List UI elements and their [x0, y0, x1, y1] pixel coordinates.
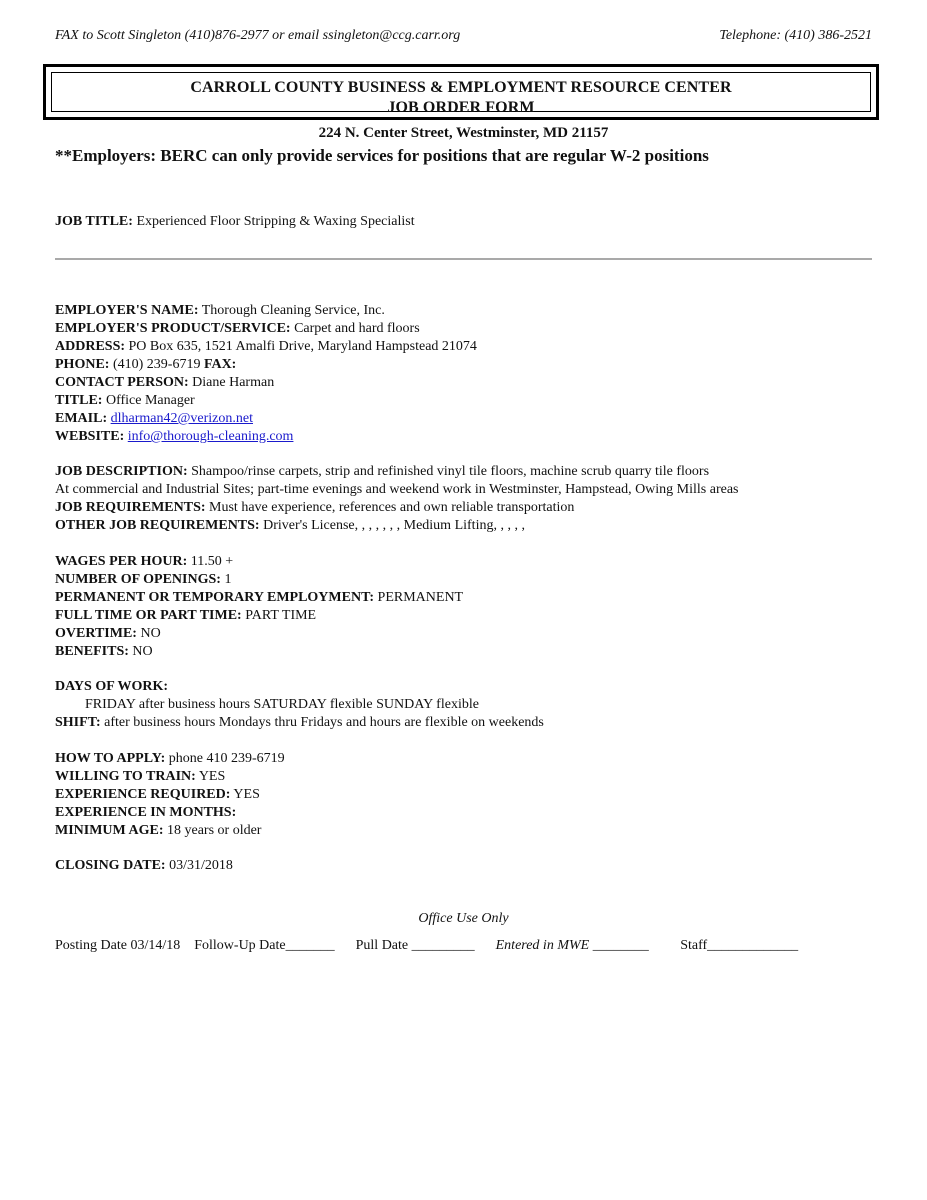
- center-address: 224 N. Center Street, Westminster, MD 21157: [318, 125, 609, 141]
- minimum-age-value: 18 years or older: [167, 823, 262, 838]
- wages-row: [55, 553, 463, 571]
- employer-name-row: [55, 302, 477, 320]
- email-row: [55, 410, 477, 428]
- closing-date-value: 03/31/2018: [169, 858, 233, 873]
- divider-line: [55, 258, 872, 260]
- other-requirements-value: Driver's License, , , , , , , Medium Lifting, , , , ,: [263, 518, 525, 533]
- other-requirements-label: OTHER JOB REQUIREMENTS:: [55, 518, 260, 533]
- employer-name-value: Thorough Cleaning Service, Inc.: [201, 303, 385, 318]
- experience-months-label: EXPERIENCE IN MONTHS:: [55, 805, 237, 820]
- how-to-apply-value: phone 410 239-6719: [168, 751, 285, 766]
- full-part-time-row: [55, 607, 463, 625]
- employment-type-row: [55, 589, 463, 607]
- shift-value: after business hours Mondays thru Fridays and hours are flexible on weekends: [104, 715, 544, 730]
- wages-value: 11.50 +: [190, 554, 234, 569]
- experience-required-row: [55, 786, 285, 804]
- staff-field: Staff_____________: [680, 938, 799, 953]
- employer-product-value: Carpet and hard floors: [294, 321, 420, 336]
- website-row: [55, 428, 477, 446]
- job-requirements-row: [55, 499, 739, 517]
- overtime-value: NO: [140, 626, 161, 641]
- employer-fax-label: FAX:: [203, 357, 237, 372]
- willing-to-train-value: YES: [198, 769, 226, 784]
- closing-date-section: [55, 857, 233, 875]
- days-of-work-value: FRIDAY after business hours SATURDAY flexible SUNDAY flexible: [85, 697, 479, 712]
- how-to-apply-label: HOW TO APPLY:: [55, 751, 166, 766]
- fax-instructions: FAX to Scott Singleton (410)876-2977 or email ssingleton@ccg.carr.org: [55, 28, 461, 43]
- willing-to-train-label: WILLING TO TRAIN:: [55, 769, 196, 784]
- email-link[interactable]: dlharman42@verizon.net: [110, 411, 253, 426]
- job-requirements-label: JOB REQUIREMENTS:: [55, 500, 206, 515]
- employer-product-label: EMPLOYER'S PRODUCT/SERVICE:: [55, 321, 291, 336]
- telephone-number: Telephone: (410) 386-2521: [719, 28, 872, 43]
- office-use-heading: Office Use Only: [418, 911, 509, 926]
- contact-title-value: Office Manager: [105, 393, 195, 408]
- openings-row: [55, 571, 463, 589]
- application-section: [55, 750, 285, 840]
- employer-name-label: EMPLOYER'S NAME:: [55, 303, 199, 318]
- employer-address-label: ADDRESS:: [55, 339, 126, 354]
- contact-person-value: Diane Harman: [192, 375, 275, 390]
- employer-notice: **Employers: BERC can only provide services for positions that are regular W-2 positions: [55, 146, 709, 165]
- shift-row: [55, 714, 544, 732]
- employment-type-value: PERMANENT: [377, 590, 464, 605]
- employer-phone-label: PHONE:: [55, 357, 110, 372]
- employment-type-label: PERMANENT OR TEMPORARY EMPLOYMENT:: [55, 590, 375, 605]
- employer-address-row: [55, 338, 477, 356]
- openings-value: 1: [224, 572, 232, 587]
- employment-terms-section: [55, 553, 463, 661]
- employer-address-value: PO Box 635, 1521 Amalfi Drive, Maryland Hampstead 21074: [128, 339, 477, 354]
- job-description-section: [55, 463, 739, 535]
- form-title-inner-border: [51, 72, 871, 116]
- schedule-section: [55, 678, 544, 732]
- willing-to-train-row: [55, 768, 285, 786]
- benefits-row: [55, 643, 463, 661]
- form-title-job-order: JOB ORDER FORM: [387, 99, 535, 116]
- form-title-box: [43, 64, 879, 120]
- experience-months-row: [55, 804, 285, 822]
- employer-phone-row: [55, 356, 477, 374]
- minimum-age-label: MINIMUM AGE:: [55, 823, 164, 838]
- form-title-organization: CARROLL COUNTY BUSINESS & EMPLOYMENT RESOURCE CENTER: [190, 79, 732, 96]
- employer-section: [55, 302, 477, 446]
- entered-in-mwe-blank: ________: [592, 938, 649, 953]
- other-requirements-row: [55, 517, 739, 535]
- experience-required-value: YES: [233, 787, 260, 802]
- job-description-row: [55, 463, 739, 481]
- experience-required-label: EXPERIENCE REQUIRED:: [55, 787, 231, 802]
- shift-label: SHIFT:: [55, 715, 101, 730]
- overtime-label: OVERTIME:: [55, 626, 137, 641]
- minimum-age-row: [55, 822, 285, 840]
- benefits-value: NO: [132, 644, 153, 659]
- email-label: EMAIL:: [55, 411, 108, 426]
- full-part-time-value: PART TIME: [245, 608, 317, 623]
- website-label: WEBSITE:: [55, 429, 125, 444]
- office-use-row: [55, 938, 798, 954]
- employer-phone-value: (410) 239-6719: [112, 357, 201, 372]
- entered-in-mwe-label: Entered in MWE: [495, 938, 590, 953]
- posting-date: Posting Date 03/14/18: [55, 938, 181, 953]
- closing-date-row: [55, 857, 233, 875]
- wages-label: WAGES PER HOUR:: [55, 554, 188, 569]
- pull-date: Pull Date _________: [355, 938, 475, 953]
- job-description-line2: At commercial and Industrial Sites; part-time evenings and weekend work in Westminster, Hampstead, Owing Mills areas: [55, 482, 739, 497]
- contact-title-label: TITLE:: [55, 393, 103, 408]
- job-title-row: [55, 213, 415, 231]
- job-title-value: Experienced Floor Stripping & Waxing Specialist: [136, 214, 415, 229]
- how-to-apply-row: [55, 750, 285, 768]
- employer-product-row: [55, 320, 477, 338]
- job-description-line1: Shampoo/rinse carpets, strip and refinished vinyl tile floors, machine scrub quarry tile floors: [191, 464, 710, 479]
- overtime-row: [55, 625, 463, 643]
- full-part-time-label: FULL TIME OR PART TIME:: [55, 608, 242, 623]
- days-of-work-label: [55, 678, 544, 696]
- job-description-label: JOB DESCRIPTION:: [55, 464, 188, 479]
- contact-title-row: [55, 392, 477, 410]
- closing-date-label: CLOSING DATE:: [55, 858, 166, 873]
- job-requirements-value: Must have experience, references and own reliable transportation: [209, 500, 575, 515]
- job-title-label: JOB TITLE:: [55, 214, 133, 229]
- follow-up-date: Follow-Up Date_______: [194, 938, 335, 953]
- days-of-work-heading: DAYS OF WORK:: [55, 679, 169, 694]
- contact-person-label: CONTACT PERSON:: [55, 375, 189, 390]
- benefits-label: BENEFITS:: [55, 644, 129, 659]
- contact-person-row: [55, 374, 477, 392]
- website-link[interactable]: info@thorough-cleaning.com: [127, 429, 294, 444]
- openings-label: NUMBER OF OPENINGS:: [55, 572, 221, 587]
